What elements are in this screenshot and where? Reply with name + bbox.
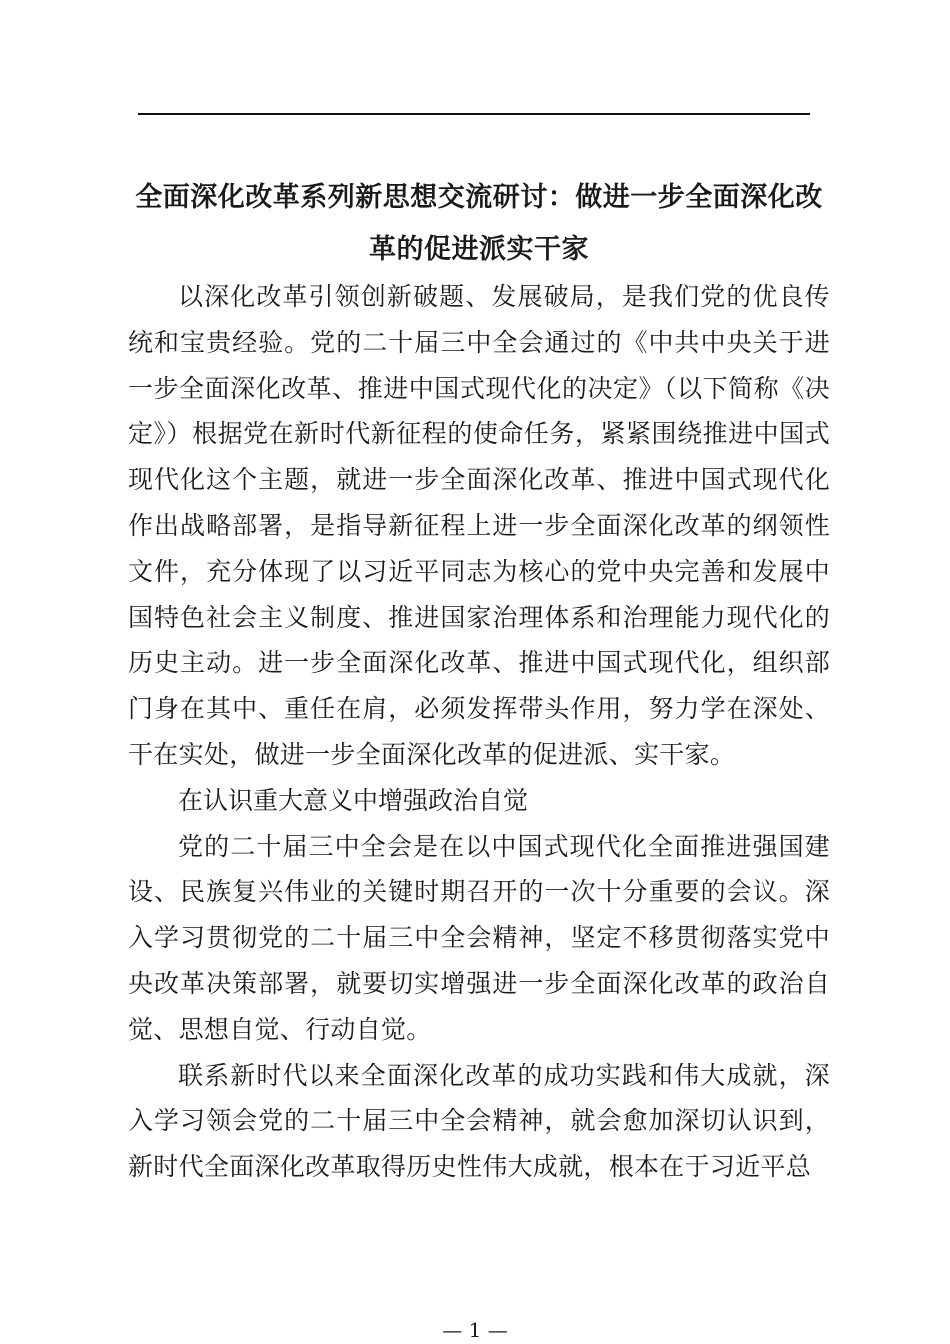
paragraph-body: 联系新时代以来全面深化改革的成功实践和伟大成就，深入学习领会党的二十届三中全会精神，就会愈加深切认识到，新时代全面深化改革取得历史性伟大成就，根本在于习近平总 (128, 1060, 830, 1182)
header-rule (138, 113, 810, 115)
paragraph-intro: 以深化改革引领创新破题、发展破局，是我们党的优良传统和宝贵经验。党的二十届三中全会通过的《中共中央关于进一步全面深化改革、推进中国式现代化的决定》（以下简称《决定》）根据党在新时代新征程的使命任务，紧紧围绕推进中国式现代化这个主题，就进一步全面深化改革、推进中国式现代化作出战略部署，是指导新征程上进一步全面深化改革的纲领性文件，充分体现了以习近平同志为核心的党中央完善和发展中国特色社会主义制度、推进国家治理体系和治理能力现代化的历史主动。进一步全面深化改革、推进中国式现代化，组织部门身在其中、重任在肩，必须发挥带头作用，努力学在深处、干在实处，做进一步全面深化改革的促进派、实干家。 (128, 282, 830, 769)
paragraph-body: 党的二十届三中全会是在以中国式现代化全面推进强国建设、民族复兴伟业的关键时期召开的一次十分重要的会议。深入学习贯彻党的二十届三中全会精神，坚定不移贯彻落实党中央改革决策部署，就要切实增强进一步全面深化改革的政治自觉、思想自觉、行动自觉。 (128, 831, 830, 1044)
section-heading: 在认识重大意义中增强政治自觉 (178, 785, 529, 815)
document-title: 全面深化改革系列新思想交流研讨：做进一步全面深化改革的促进派实干家 (135, 182, 823, 265)
document-body (128, 274, 830, 1190)
page-number: — 1 — (442, 1318, 508, 1342)
